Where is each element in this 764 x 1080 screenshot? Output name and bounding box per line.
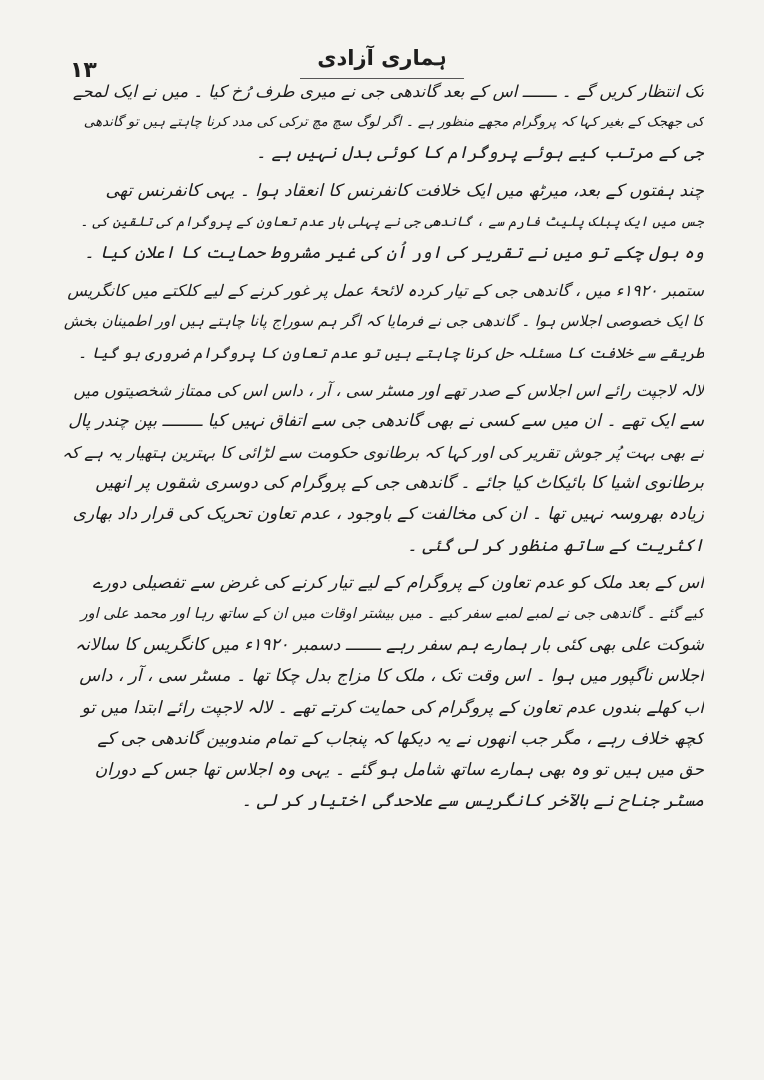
text-line: اس کے بعد ملک کو عدم تعاون کے پروگرام کے لیے تیار کرنے کی غرض سے تفصیلی دورے [92,572,704,593]
text-line: کا ایک خصوصی اجلاس ہوا ۔ گاندھی جی نے فرمایا کہ اگر ہم سوراج پانا چاہتے ہیں اور اطمینان بخش [63,312,704,331]
text-line: شوکت علی بھی کئی بار ہمارے ہم سفر رہے ـــــــ دسمبر ۱۹۲۰ء میں کانگریس کا سالانہ [75,635,704,656]
text-line: کی جھجک کے بغیر کہا کہ پروگرام مجھے منظور ہے ۔ اگر لوگ سچ مچ ترکی کی مدد کرنا چاہتے ہیں تو گاندھی [83,114,704,131]
paragraph [62,275,704,369]
paragraph [62,76,704,170]
text-line: حق میں ہیں تو وہ بھی ہمارے ساتھ شامل ہو گئے ۔ یہی وہ اجلاس تھا جس کے دوران [94,759,704,780]
paragraph [62,568,704,818]
text-line: اجلاس ناگپور میں ہوا ۔ اس وقت تک ، ملک کا مزاج بدل چکا تھا ۔ مسٹر سی ، آر ، داس [79,666,704,687]
body-text [62,76,704,817]
text-line: برطانوی اشیا کا بائیکاٹ کیا جائے ۔ گاندھی جی کے پروگرام کی دوسری شقوں پر انھیں [95,473,704,494]
text-line: نے بھی بہت پُر جوش تقریر کی اور کہا کہ برطانوی حکومت سے لڑائی کا بہترین ہتھیار یہ ہے کہ [62,443,704,463]
text-line: ستمبر ۱۹۲۰ء میں ، گاندھی جی کے تیار کردہ لائحۂ عمل پر غور کرنے کے لیے کلکتے میں کانگریس [67,281,704,301]
text-line: چند ہفتوں کے بعد، میرٹھ میں ایک خلافت کانفرنس کا انعقاد ہوا ۔ یہی کانفرنس تھی [105,180,704,201]
text-line: کیے گئے ۔ گاندھی جی نے لمبے لمبے سفر کیے ۔ میں بیشتر اوقات میں ان کے ساتھ رہا اور محمد علی اور [80,606,704,622]
text-line: سے ایک تھے ۔ ان میں سے کسی نے بھی گاندھی جی سے اتفاق نہیں کیا ــــــــ بپن چندر پال [68,410,704,431]
page-header [0,44,764,83]
running-title: ہماری آزادی [317,46,447,70]
text-line: تک انتظار کریں گے ۔ ـــــــ اس کے بعد گاندھی جی نے میری طرف رُخ کیا ۔ میں نے ایک لمحے [72,82,704,101]
paragraph [62,176,704,270]
text-line: وہ بول چکے تو میں نے تقریر کی اور اُن کی غیر مشروط حمایت کا اعلان کیا ۔ [84,242,704,263]
text-line: کچھ خلاف رہے ، مگر جب انھوں نے یہ دیکھا کہ پنجاب کے تمام مندوبین گاندھی جی کے [97,728,704,749]
text-line: زیادہ بھروسہ نہیں تھا ۔ ان کی مخالفت کے باوجود ، عدم تعاون تحریک کی قرار داد بھاری [72,504,704,525]
text-line: اکثریت کے ساتھ منظور کر لی گئی ۔ [407,535,704,556]
text-line: جس میں ایک پبلک پلیٹ فارم سے ، گاندھی جی نے پہلی بار عدم تعاون کے پروگرام کی تلقین کی ۔ [80,213,704,230]
text-line: اب کھلے بندوں عدم تعاون کے پروگرام کی حمایت کرتے تھے ۔ لالہ لاجپت رائے ابتدا میں تو [81,697,704,718]
page-number: ۱۳ [70,58,97,83]
text-line: لالہ لاجپت رائے اس اجلاس کے صدر تھے اور مسٹر سی ، آر ، داس اس کی ممتاز شخصیتوں میں [73,380,704,400]
paragraph [62,375,704,562]
text-line: جی کے مرتب کیے ہوئے پروگرام کا کوئی بدل نہیں ہے ۔ [256,143,704,164]
text-line: مسٹر جناح نے بالآخر کانگریس سے علاحدگی اختیار کر لی ۔ [241,791,704,812]
text-line: طریقے سے خلافت کا مسئلہ حل کرنا چاہتے ہیں تو عدم تعاون کا پروگرام ضروری ہو گیا ۔ [78,343,704,362]
